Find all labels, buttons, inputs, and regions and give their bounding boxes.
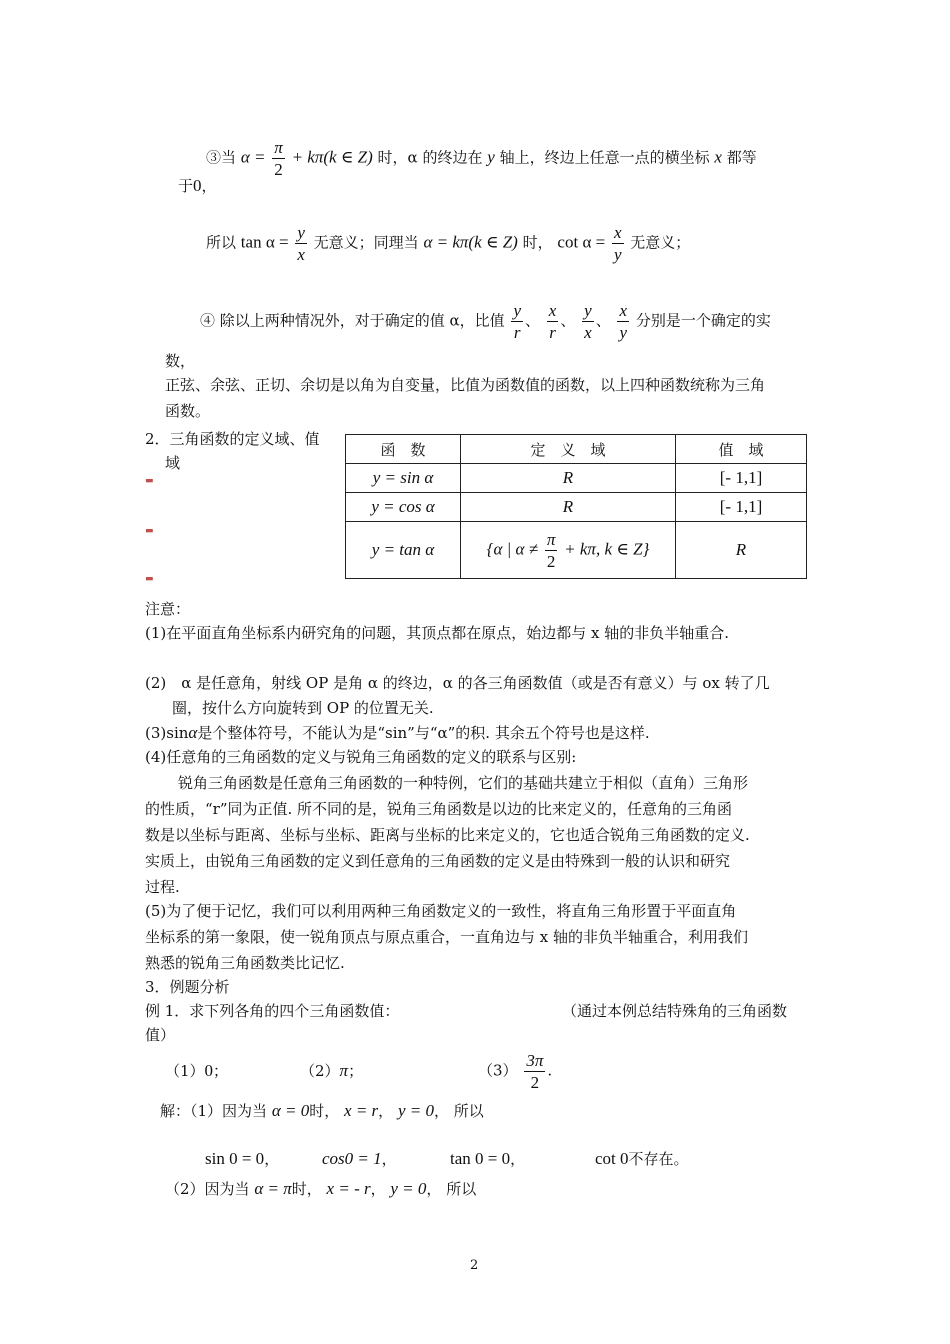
solution-1-sin: sin 0 = 0， [205,1149,280,1168]
note-4-para-line2: 的性质，“r”同为正值. 所不同的是，锐角三角函数是以边的比来定义的，任意角的三角函 [145,800,733,818]
table-cell-range: [- 1,1] [676,464,807,493]
tan-undefined-line: 所以 tan α = $\frac{y}{x}$ 无意义；同理当 α = kπ(k ∈ Z) 时， cot α = $\frac{x}{y}$ 无意义； [206,223,691,264]
paragraph-5-line1: 正弦、余弦、正切、余切是以角为自变量，比值为函数值的函数，以上四种函数统称为三角 [165,376,766,394]
note-4-para-line3: 数是以坐标与距离、坐标与坐标、距离与坐标的比来定义的，它也适合锐角三角函数的定义. [145,826,750,844]
margin-mark-1: ▬ [145,476,154,486]
example-1-note: （通过本例总结特殊角的三角函数 [562,1002,788,1020]
page-number: 2 [470,1258,479,1273]
paragraph-4-line2: 数， [165,352,196,370]
table-row [346,493,807,522]
table-cell-function: y = sin α [346,464,461,493]
table-cell-domain: R [461,464,676,493]
section-2-heading-cont: 域 [165,454,181,472]
table-cell-range: R [676,522,807,579]
example-1-item-3: （3） $\frac{3\pi}{2}$ . [478,1051,553,1092]
section-2-heading: 2．三角函数的定义域、值 [145,430,320,448]
note-4-para-line5: 过程. [145,878,180,896]
fraction-x-over-y-2: $\frac{x}{y}$ [619,301,628,342]
note-4-para-line4: 实质上，由锐角三角函数的定义到任意角的三角函数的定义是由特殊到一般的认识和研究 [145,852,731,870]
table-header-cell: 值 域 [676,435,807,464]
fraction-y-over-x-2: $\frac{y}{x}$ [584,301,592,342]
solution-1-cos: cos0 = 1， [322,1149,397,1168]
note-4-para-line1: 锐角三角函数是任意角三角函数的一种特例，它们的基础共建立于相似（直角）三角形 [178,774,749,792]
fraction-x-over-r: $\frac{x}{r}$ [548,301,557,342]
fraction-x-over-y: $\frac{x}{y}$ [613,223,622,264]
note-1: (1)在平面直角坐标系内研究角的问题，其顶点都在原点，始边都与 x 轴的非负半轴重合. [145,624,730,642]
fraction-y-over-x: $\frac{y}{x}$ [297,223,305,264]
paragraph-3-line1: ③当 α = $\frac{\pi}{2}$ + kπ(k ∈ Z) 时，α 的终边在 y 轴上，终边上任意一点的横坐标 x 都等 [206,138,757,179]
example-1-item-2: （2）π； [300,1061,364,1080]
paragraph-4-line1: ④ 除以上两种情况外，对于确定的值 α，比值 $\frac{y}{r}$ 、 $\frac{x}{r}$ 、 $\frac{y}{x}$ 、 $\frac{x}{y}$ 分别是一个确定的实 [200,301,771,342]
margin-mark-2: ▬ [145,526,154,536]
solution-1-line: 解：（1）因为当 α = 0时， x = r， y = 0， 所以 [160,1101,484,1120]
fraction-3pi-over-2: $\frac{3\pi}{2}$ [526,1051,544,1092]
notes-title: 注意： [145,600,191,618]
fraction-pi-over-2-table: $\frac{\pi}{2}$ [546,529,556,571]
table-cell-function: y = cos α [346,493,461,522]
example-1-title: 例 1．求下列各角的四个三角函数值： [145,1002,400,1020]
solution-1-cot: cot 0不存在。 [595,1149,689,1168]
note-5-line3: 熟悉的锐角三角函数类比记忆. [145,954,345,972]
fraction-pi-over-2: $\frac{\pi}{2}$ [274,138,283,179]
section-3-heading: 3．例题分析 [145,978,230,996]
note-2-line2: 圈，按什么方向旋转到 OP 的位置无关. [172,699,434,717]
example-1-item-1: （1）0； [165,1061,229,1080]
note-5-line2: 坐标系的第一象限，使一锐角顶点与原点重合，一直角边与 x 轴的非负半轴重合，利用我们 [145,928,748,946]
table-header-cell: 函 数 [346,435,461,464]
table-cell-domain: R [461,493,676,522]
table-cell-domain: {α | α ≠ $\frac{\pi}{2}$ + kπ, k ∈ Z} [461,522,676,579]
fraction-y-over-r: $\frac{y}{r}$ [513,301,521,342]
note-2-line1: (2) α 是任意角，射线 OP 是角 α 的终边，α 的各三角函数值（或是否有意义）与 ox 转了几 [145,674,770,692]
example-1-note-cont: 值） [145,1026,176,1044]
table-header-row [346,435,807,464]
table-row [346,464,807,493]
paragraph-3-line2: 于0， [178,176,217,195]
margin-mark-3: ▬ [145,574,154,584]
table-header-cell: 定 义 域 [461,435,676,464]
note-5-line1: (5)为了便于记忆，我们可以利用两种三角函数定义的一致性，将直角三角形置于平面直角 [145,902,737,920]
table-row [346,522,807,579]
solution-2-line: （2）因为当 α = π时， x = - r， y = 0， 所以 [165,1179,477,1198]
note-4: (4)任意角的三角函数的定义与锐角三角函数的定义的联系与区别: [145,748,577,766]
note-3: (3)sinα是个整体符号，不能认为是“sin”与“α”的积. 其余五个符号也是这样. [145,723,650,742]
trig-domain-range-table [345,434,807,579]
paragraph-5-line2: 函数。 [165,402,211,420]
solution-1-tan: tan 0 = 0， [450,1149,526,1168]
table-cell-range: [- 1,1] [676,493,807,522]
table-cell-function: y = tan α [346,522,461,579]
